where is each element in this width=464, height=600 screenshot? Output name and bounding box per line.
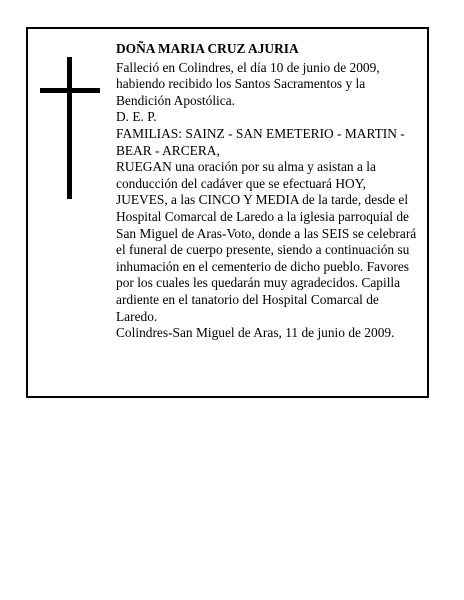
latin-cross-icon xyxy=(40,57,100,199)
place-date-line: Colindres-San Miguel de Aras, 11 de junio de 2009. xyxy=(116,325,395,341)
dep-line: D. E. P. xyxy=(116,109,157,125)
deceased-name: DOÑA MARIA CRUZ AJURIA xyxy=(116,41,299,56)
families-line: FAMILIAS: SAINZ - SAN EMETERIO - MARTIN - BEAR - ARCERA, xyxy=(116,125,405,158)
notice-text xyxy=(116,41,418,342)
request-paragraph: RUEGAN una oración por su alma y asistan a la conducción del cadáver que se efectuará HOY, JUEVES, a las CINCO Y MEDIA de la tarde, desde el Hospital Comarcal de Laredo a la iglesia parroquial de San Miguel de Aras-Voto, donde a las SEIS se celebrará el funeral de cuerpo presente, siendo a continuación su inhumación en el cementerio de dicho pueblo. Favores por los cuales les quedarán muy agradecidos. Capilla ardiente en el tanatorio del Hospital Comarcal de Laredo. xyxy=(116,159,417,324)
cross-horizontal-bar xyxy=(40,88,100,93)
obituary-notice xyxy=(26,27,429,398)
death-paragraph: Falleció en Colindres, el día 10 de junio de 2009, habiendo recibido los Santos Sacramentos y la Bendición Apostólica. xyxy=(116,59,380,108)
cross-vertical-bar xyxy=(67,57,72,199)
